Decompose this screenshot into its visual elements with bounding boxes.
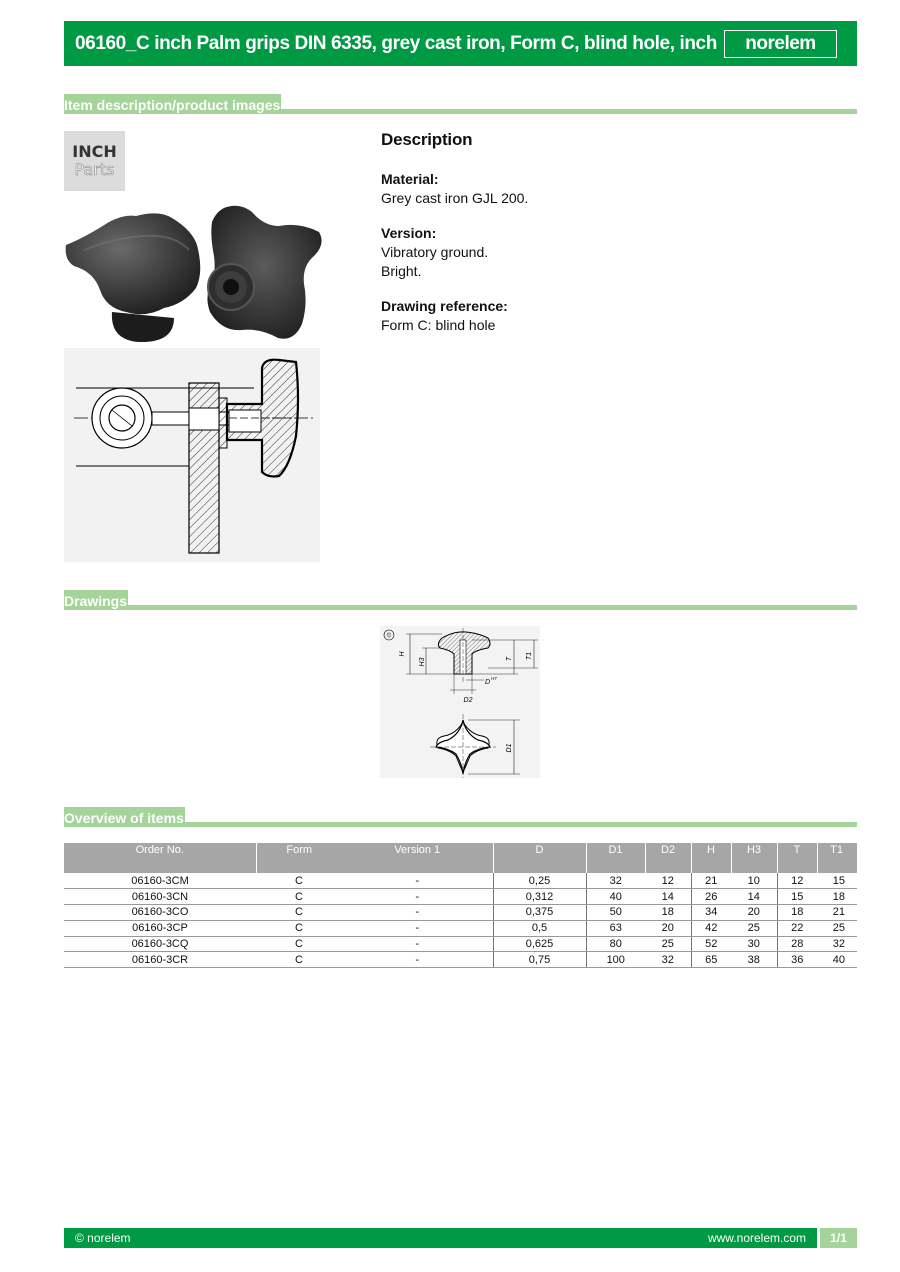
col-header: Version 1 [342, 843, 493, 873]
table-cell-form: C [256, 905, 342, 921]
section-title: Drawings [64, 590, 128, 610]
table-cell-d1: 32 [586, 873, 645, 889]
application-drawing [64, 348, 320, 562]
table-cell-order-no-: 06160-3CQ [64, 936, 256, 952]
table-cell-t: 36 [777, 952, 817, 968]
page-footer [64, 1228, 857, 1248]
table-cell-d2: 12 [645, 873, 691, 889]
table-cell-d1: 63 [586, 920, 645, 936]
table-cell-h3: 10 [731, 873, 777, 889]
table-cell-h: 26 [691, 889, 731, 905]
col-header: D1 [586, 843, 645, 873]
table-row [64, 936, 857, 952]
dim-D1: D1 [506, 743, 513, 753]
version-block [381, 224, 851, 281]
table-cell-form: C [256, 936, 342, 952]
table-header-row [64, 843, 857, 873]
material-label: Material: [381, 171, 439, 187]
material-block [381, 170, 851, 208]
section-overview [64, 803, 857, 827]
table-cell-h: 34 [691, 905, 731, 921]
table-cell-d1: 40 [586, 889, 645, 905]
table-cell-d1: 100 [586, 952, 645, 968]
dim-H3: H3 [419, 657, 426, 667]
table-cell-d: 0,5 [493, 920, 586, 936]
table-cell-version-1: - [342, 873, 493, 889]
col-header: H [691, 843, 731, 873]
dim-T: T [506, 656, 513, 662]
table-cell-h3: 38 [731, 952, 777, 968]
table-row [64, 873, 857, 889]
table-cell-t1: 40 [817, 952, 857, 968]
table-cell-t1: 25 [817, 920, 857, 936]
description-panel [381, 130, 851, 351]
table-cell-version-1: - [342, 920, 493, 936]
page-title: 06160_C inch Palm grips DIN 6335, grey cast iron, Form C, blind hole, inch [75, 32, 717, 54]
table-row [64, 920, 857, 936]
table-cell-d2: 32 [645, 952, 691, 968]
description-heading: Description [381, 130, 473, 149]
table-cell-d: 0,625 [493, 936, 586, 952]
version-line-2: Bright. [381, 263, 422, 279]
version-label: Version: [381, 225, 437, 241]
table-row [64, 905, 857, 921]
table-cell-t: 22 [777, 920, 817, 936]
items-table [64, 843, 857, 968]
table-cell-version-1: - [342, 905, 493, 921]
section-drawings [64, 586, 857, 610]
page-header [64, 21, 857, 66]
table-cell-version-1: - [342, 889, 493, 905]
table-cell-h3: 20 [731, 905, 777, 921]
table-cell-form: C [256, 889, 342, 905]
form-symbol: © [386, 633, 392, 640]
table-cell-d2: 20 [645, 920, 691, 936]
table-cell-h3: 25 [731, 920, 777, 936]
table-cell-order-no-: 06160-3CN [64, 889, 256, 905]
col-header: T1 [817, 843, 857, 873]
material-value: Grey cast iron GJL 200. [381, 190, 529, 206]
table-cell-d: 0,375 [493, 905, 586, 921]
footer-website-link[interactable]: www.norelem.com [707, 1231, 806, 1245]
table-cell-order-no-: 06160-3CM [64, 873, 256, 889]
table-cell-d2: 14 [645, 889, 691, 905]
table-cell-d1: 80 [586, 936, 645, 952]
dim-D-tolerance: H7 [491, 676, 497, 681]
dim-T1: T1 [526, 651, 533, 661]
table-cell-form: C [256, 873, 342, 889]
drawing-reference-block [381, 297, 851, 335]
section-item-description [64, 90, 857, 114]
table-cell-form: C [256, 952, 342, 968]
drawing-reference-value: Form C: blind hole [381, 317, 496, 333]
table-cell-t1: 15 [817, 873, 857, 889]
version-line-1: Vibratory ground. [381, 244, 489, 260]
table-cell-d: 0,75 [493, 952, 586, 968]
table-cell-t1: 21 [817, 905, 857, 921]
badge-line1: INCH [72, 142, 117, 161]
dim-H: H [399, 651, 406, 657]
table-cell-order-no-: 06160-3CP [64, 920, 256, 936]
table-cell-t: 18 [777, 905, 817, 921]
table-cell-order-no-: 06160-3CR [64, 952, 256, 968]
table-cell-d: 0,312 [493, 889, 586, 905]
table-cell-version-1: - [342, 952, 493, 968]
col-header: D2 [645, 843, 691, 873]
section-title: Overview of items [64, 807, 185, 827]
col-header: D [493, 843, 586, 873]
footer-copyright: © norelem [75, 1231, 131, 1245]
table-cell-h: 65 [691, 952, 731, 968]
table-cell-d1: 50 [586, 905, 645, 921]
product-photo [64, 200, 324, 345]
table-cell-d: 0,25 [493, 873, 586, 889]
technical-drawing [380, 626, 540, 778]
table-cell-order-no-: 06160-3CO [64, 905, 256, 921]
page-number: 1/1 [817, 1228, 857, 1248]
table-cell-h3: 14 [731, 889, 777, 905]
section-divider [64, 605, 857, 610]
inch-parts-badge [64, 131, 125, 191]
table-cell-t1: 32 [817, 936, 857, 952]
table-cell-d2: 18 [645, 905, 691, 921]
col-header: Order No. [64, 843, 256, 873]
table-cell-form: C [256, 920, 342, 936]
table-cell-t1: 18 [817, 889, 857, 905]
col-header: H3 [731, 843, 777, 873]
norelem-logo: norelem [724, 30, 837, 58]
badge-line2: Parts [74, 160, 115, 179]
table-cell-d2: 25 [645, 936, 691, 952]
table-cell-version-1: - [342, 936, 493, 952]
table-row [64, 952, 857, 968]
table-cell-t: 15 [777, 889, 817, 905]
table-cell-h: 21 [691, 873, 731, 889]
table-cell-h: 42 [691, 920, 731, 936]
table-cell-h: 52 [691, 936, 731, 952]
table-cell-h3: 30 [731, 936, 777, 952]
col-header: Form [256, 843, 342, 873]
table-row [64, 889, 857, 905]
dim-D: D [485, 679, 491, 686]
table-cell-t: 12 [777, 873, 817, 889]
col-header: T [777, 843, 817, 873]
drawing-reference-label: Drawing reference: [381, 298, 508, 314]
table-cell-t: 28 [777, 936, 817, 952]
section-title: Item description/product images [64, 94, 281, 114]
dim-D2: D2 [463, 697, 473, 704]
